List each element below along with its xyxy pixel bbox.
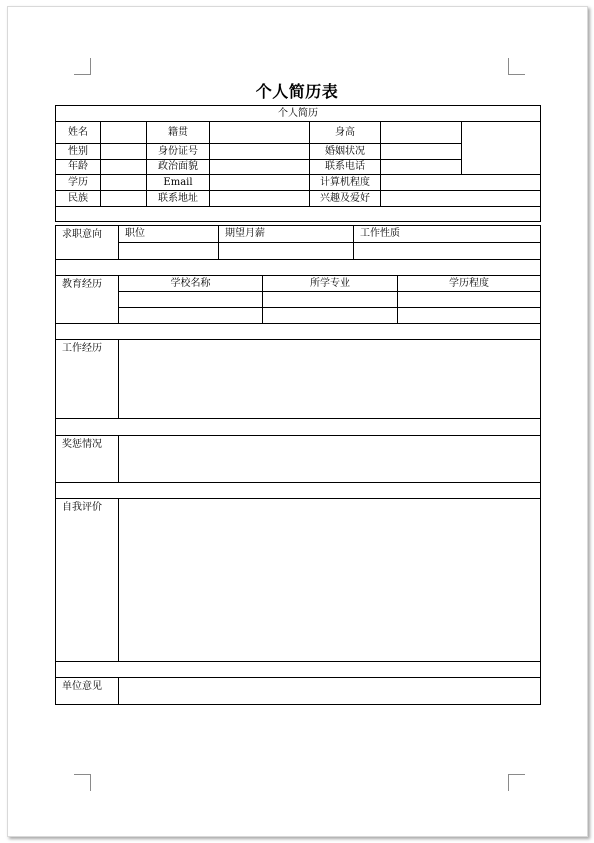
value-address[interactable] [210,191,310,207]
crop-mark-top-right [508,58,525,75]
value-political-status[interactable] [210,160,310,175]
crop-mark-bottom-right [508,774,525,791]
value-gender[interactable] [101,144,147,160]
label-job-type: 工作性质 [354,226,541,243]
label-degree: 学历程度 [398,276,541,292]
value-position[interactable] [119,243,219,260]
value-self-evaluation[interactable] [119,499,541,662]
value-expected-salary[interactable] [219,243,354,260]
value-degree-2[interactable] [398,308,541,324]
label-job-intention: 求职意向 [56,226,119,260]
value-ethnicity[interactable] [101,191,147,207]
spacer-row [56,207,541,222]
label-ethnicity: 民族 [56,191,101,207]
value-id-number[interactable] [210,144,310,160]
label-computer-level: 计算机程度 [310,175,381,191]
value-awards[interactable] [119,436,541,483]
value-employer-opinion[interactable] [119,678,541,705]
label-email: Email [147,175,210,191]
value-work-experience[interactable] [119,340,541,419]
experience-table [55,339,541,705]
label-awards: 奖惩情况 [56,436,119,483]
label-work-experience: 工作经历 [56,340,119,419]
value-contact-phone[interactable] [381,160,462,175]
value-major-2[interactable] [263,308,398,324]
crop-mark-top-left [74,58,91,75]
value-education[interactable] [101,175,147,191]
value-email[interactable] [210,175,310,191]
personal-info-table [55,105,541,222]
value-computer-level[interactable] [381,175,541,191]
value-degree-1[interactable] [398,292,541,308]
label-address: 联系地址 [147,191,210,207]
crop-mark-bottom-left [74,774,91,791]
label-id-number: 身份证号 [147,144,210,160]
value-school-2[interactable] [119,308,263,324]
job-intention-table [55,225,541,276]
value-age[interactable] [101,160,147,175]
spacer-row [56,419,541,436]
label-name: 姓名 [56,122,101,144]
spacer-row [56,324,541,340]
label-political-status: 政治面貌 [147,160,210,175]
label-major: 所学专业 [263,276,398,292]
value-job-type[interactable] [354,243,541,260]
value-school-1[interactable] [119,292,263,308]
label-education: 学历 [56,175,101,191]
spacer-row [56,260,541,276]
label-native-place: 籍贯 [147,122,210,144]
photo-area[interactable] [462,122,541,175]
label-marital-status: 婚姻状况 [310,144,381,160]
label-education-history: 教育经历 [56,276,119,324]
spacer-row [56,662,541,678]
label-contact-phone: 联系电话 [310,160,381,175]
label-age: 年龄 [56,160,101,175]
education-table [55,275,541,340]
value-marital-status[interactable] [381,144,462,160]
label-height: 身高 [310,122,381,144]
label-self-evaluation: 自我评价 [56,499,119,662]
value-native-place[interactable] [210,122,310,144]
spacer-row [56,483,541,499]
value-name[interactable] [101,122,147,144]
label-gender: 性别 [56,144,101,160]
label-position: 职位 [119,226,219,243]
section-header: 个人简历 [56,106,541,122]
label-employer-opinion: 单位意见 [56,678,119,705]
document-title: 个人简历表 [255,82,339,101]
label-hobbies: 兴趣及爱好 [310,191,381,207]
label-school: 学校名称 [119,276,263,292]
value-hobbies[interactable] [381,191,541,207]
value-major-1[interactable] [263,292,398,308]
value-height[interactable] [381,122,462,144]
label-expected-salary: 期望月薪 [219,226,354,243]
